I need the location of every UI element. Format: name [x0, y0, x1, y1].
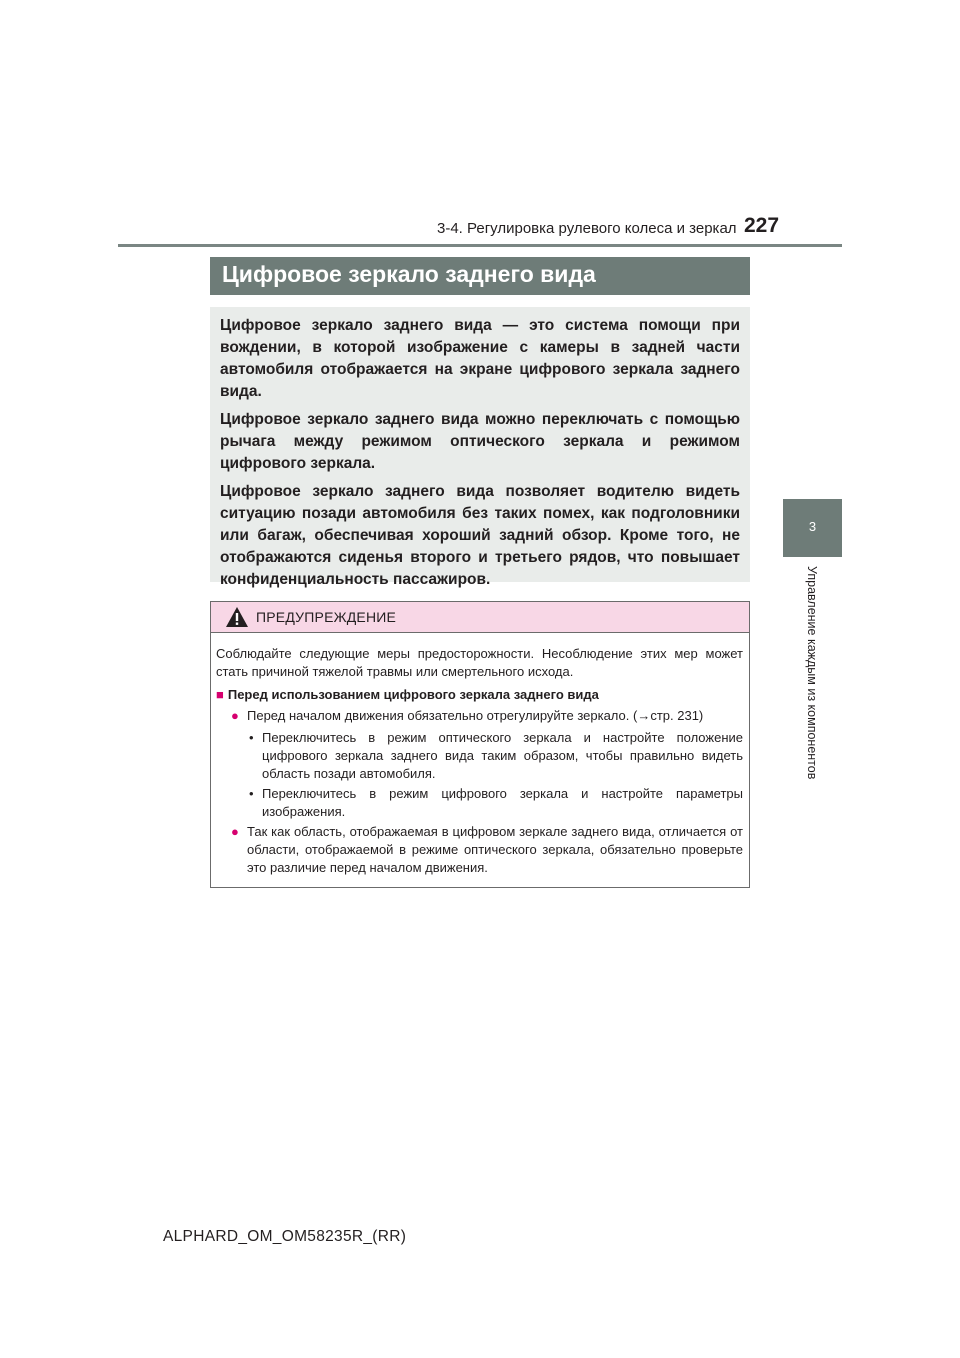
dot-bullet-icon: • [249, 786, 254, 801]
page-reference-link[interactable]: стр. 231) [650, 708, 704, 723]
warning-title: ПРЕДУПРЕЖДЕНИЕ [256, 609, 397, 625]
section-title: Цифровое зеркало заднего вида [222, 261, 596, 287]
warning-bullet [216, 823, 743, 877]
document-footer: ALPHARD_OM_OM58235R_(RR) [163, 1228, 407, 1245]
page-number: 227 [744, 214, 780, 237]
section-header: 3-4. Регулировка рулевого колеса и зеркал [437, 220, 737, 237]
circle-bullet-icon: ● [231, 824, 239, 839]
section-title-bar [210, 257, 750, 295]
header-divider [118, 244, 842, 247]
chapter-tab [783, 499, 842, 557]
warning-sub-item [216, 785, 743, 821]
warning-sub-item [216, 729, 743, 783]
chapter-label: Управление каждым из компонентов [805, 566, 819, 780]
warning-box [210, 601, 750, 888]
bullet-text: Так как область, отображаемая в цифровом зеркале заднего вида, отличается от области, отображаемой в режиме оптического зеркала, обязательно проверьте это различие перед началом движения. [247, 824, 743, 875]
warning-intro: Соблюдайте следующие меры предосторожности. Несоблюдение этих мер может стать причиной тяжелой травмы или смертельного исхода. [216, 646, 743, 679]
chapter-number: 3 [808, 519, 817, 534]
intro-paragraph: Цифровое зеркало заднего вида позволяет водителю видеть ситуацию позади автомобиля без таких помех, как подголовники или багаж, обеспечивая хороший задний обзор. Кроме того, не отображаются сиденья второго и третьего рядов, что повышает конфиденциальность пассажиров. [220, 483, 740, 588]
dot-bullet-icon: • [249, 730, 254, 745]
warning-header [211, 602, 749, 633]
warning-bullet [216, 707, 743, 725]
sub-item-text: Переключитесь в режим цифрового зеркала и настройте параметры изображения. [262, 786, 743, 819]
intro-box [210, 307, 750, 588]
sub-item-text: Переключитесь в режим оптического зеркала и настройте положение цифрового зеркала заднего вида таким образом, чтобы правильно видеть область позади автомобиля. [262, 730, 743, 781]
warning-triangle-icon [225, 606, 249, 628]
warning-heading-text: Перед использованием цифрового зеркала заднего вида [227, 687, 599, 702]
square-bullet-icon: ■ [216, 687, 224, 702]
circle-bullet-icon: ● [231, 708, 239, 723]
warning-heading [216, 686, 743, 704]
intro-paragraph: Цифровое зеркало заднего вида можно переключать с помощью рычага между режимом оптического зеркала и режимом цифрового зеркала. [220, 411, 740, 472]
arrow-right-icon: → [637, 708, 651, 723]
intro-paragraph: Цифровое зеркало заднего вида — это система помощи при вождении, в которой изображение с камеры в задней части автомобиля отображается на экране цифрового зеркала заднего вида. [220, 317, 740, 400]
warning-body [211, 633, 749, 877]
bullet-text: Перед началом движения обязательно отрегулируйте зеркало. ( [247, 708, 638, 723]
